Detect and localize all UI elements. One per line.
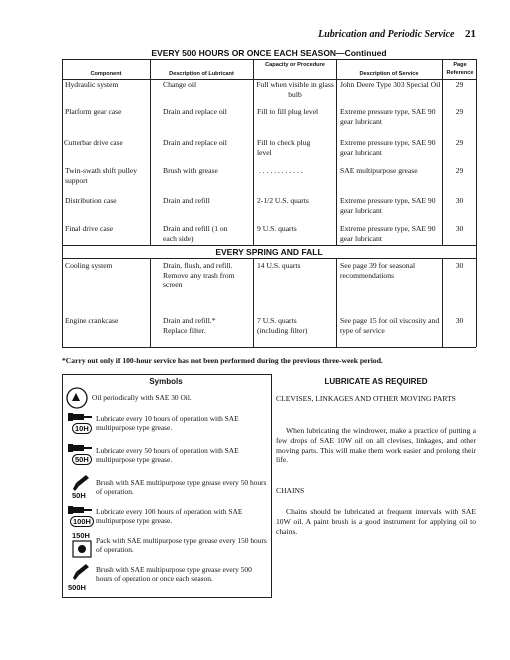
page-number: 21 (465, 28, 476, 40)
section-heading: CHAINS (276, 486, 305, 495)
table-cell-page: 29 (455, 107, 464, 116)
symbol-text: Pack with SAE multipurpose type grease every 150 hours of operation. (96, 536, 267, 555)
table-border-left (62, 59, 63, 347)
table-cell-service: John Deere Type 303 Special Oil (340, 80, 441, 89)
table-cell-capacity: 14 U.S. quarts (257, 261, 301, 270)
col-divider (253, 59, 254, 245)
symbol-text: Oil periodically with SAE 30 Oil. (92, 393, 192, 402)
symbol-code: 150H (72, 531, 90, 540)
table-cell-service: Extreme pressure type, SAE 90 gear lubricant (340, 196, 436, 215)
col-divider (150, 59, 151, 245)
symbol-code: 50H (72, 454, 92, 465)
table-cell-capacity: 2-1/2 U.S. quarts (257, 196, 309, 205)
table-cell-description: Drain and refill (163, 196, 210, 205)
table-cell-description: Drain and replace oil (163, 107, 227, 116)
table-border-right (476, 59, 477, 347)
table-cell-description: Drain and refill.* Replace filter. (163, 316, 216, 335)
table-cell-capacity: . . . . . . . . . . . . (259, 166, 303, 175)
symbol-text: Brush with SAE multipurpose type grease every 500 hours of operation or once each season. (96, 565, 252, 584)
table-cell-service: See page 15 for oil viscosity and type of service (340, 316, 440, 335)
oil-can-icon (66, 387, 88, 409)
page-header (318, 28, 476, 40)
table-top-rule (62, 59, 476, 60)
table-cell-capacity: 9 U.S. quarts (257, 224, 297, 233)
table-cell-page: 30 (455, 316, 464, 325)
table-cell-component: Final drive case (65, 224, 114, 233)
table-cell-component: Engine crankcase (65, 316, 119, 325)
col-header-capacity: Capacity or Procedure (265, 62, 325, 68)
table-cell-capacity: 7 U.S. quarts (including filter) (257, 316, 308, 335)
table-cell-service: Extreme pressure type, SAE 90 gear lubricant (340, 138, 436, 157)
col-divider (253, 258, 254, 347)
table-cell-description: Brush with grease (163, 166, 218, 175)
table-cell-page: 30 (455, 196, 464, 205)
bearing-pack-icon (72, 540, 92, 558)
col-divider (336, 258, 337, 347)
table-cell-description: Change oil (163, 80, 197, 89)
table-cell-page: 30 (455, 261, 464, 270)
symbol-code: 10H (72, 423, 92, 434)
paint-brush-icon (72, 563, 90, 581)
page-header-title: Lubrication and Periodic Service (318, 29, 455, 40)
table-cell-service: SAE multipurpose grease (340, 166, 418, 175)
symbol-text: Lubricate every 50 hours of operation with SAE multipurpose type grease. (96, 446, 239, 465)
symbol-code: 100H (70, 516, 94, 527)
section-paragraph: Chains should be lubricated at frequent intervals with SAE 10W oil. A paint brush is a good instrument for applying oil to chains. (276, 507, 476, 536)
table-cell-description: Drain, flush, and refill. Remove any trash from screen (163, 261, 235, 290)
symbol-code: 50H (72, 491, 86, 500)
lubricate-as-required-title: LUBRICATE AS REQUIRED (324, 377, 428, 386)
table-cell-page: 29 (455, 138, 464, 147)
col-divider (150, 258, 151, 347)
symbol-text: Lubricate every 100 hours of operation with SAE multipurpose type grease. (96, 507, 243, 526)
symbol-text: Brush with SAE multipurpose type grease every 50 hours of operation. (96, 478, 267, 497)
col-header-component: Component (90, 71, 122, 77)
col-header-page: Page Reference (446, 62, 474, 76)
table-cell-component: Cutterbar drive case (64, 138, 123, 147)
table-cell-service: See page 39 for seasonal recommendations (340, 261, 416, 280)
table-cell-capacity: Fill to check plug level (257, 138, 311, 157)
table-cell-description: Drain and replace oil (163, 138, 227, 147)
symbol-code: 500H (68, 583, 86, 592)
col-header-description: Description of Lubricant (169, 71, 234, 77)
section-paragraph: When lubricating the windrower, make a practice of putting a few drops of SAE 10W oil on all clevises, linkages, and other moving parts. This will make them work easier and prolong their life. (276, 426, 476, 465)
table-cell-component: Platform gear case (65, 107, 122, 116)
footnote: *Carry out only if 100-hour service has not been performed during the previous three-week period. (62, 356, 383, 365)
section-divider-rule-2 (62, 258, 476, 259)
col-header-service: Description of Service (359, 71, 419, 77)
table-cell-component: Twin-swath shift pulley support (65, 166, 138, 185)
table-cell-service: Extreme pressure type, SAE 90 gear lubricant (340, 224, 436, 243)
table-cell-page: 30 (455, 224, 464, 233)
table-cell-component: Hydraulic system (65, 80, 119, 89)
section-heading: CLEVISES, LINKAGES AND OTHER MOVING PARTS (276, 394, 456, 403)
section-title: EVERY 500 HOURS OR ONCE EACH SEASON—Continued (151, 48, 387, 58)
col-divider (336, 59, 337, 245)
table-cell-component: Distribution case (65, 196, 117, 205)
symbols-title: Symbols (149, 377, 183, 386)
table-cell-service: Extreme pressure type, SAE 90 gear lubricant (340, 107, 436, 126)
table-cell-capacity: Fill to fill plug level (257, 107, 319, 116)
table-cell-component: Cooling system (65, 261, 113, 270)
table-cell-page: 29 (455, 80, 464, 89)
col-divider (442, 258, 443, 347)
table-cell-page: 29 (455, 166, 464, 175)
table-bottom-rule (62, 347, 476, 348)
table-cell-description: Drain and refill (1 on each side) (163, 224, 228, 243)
paint-brush-icon (72, 474, 90, 492)
section-divider-rule (62, 245, 476, 246)
table-cell-capacity: Full when visible in glass bulb (256, 80, 334, 99)
symbol-text: Lubricate every 10 hours of operation with SAE multipurpose type grease. (96, 414, 239, 433)
subsection-title: EVERY SPRING AND FALL (215, 247, 323, 257)
